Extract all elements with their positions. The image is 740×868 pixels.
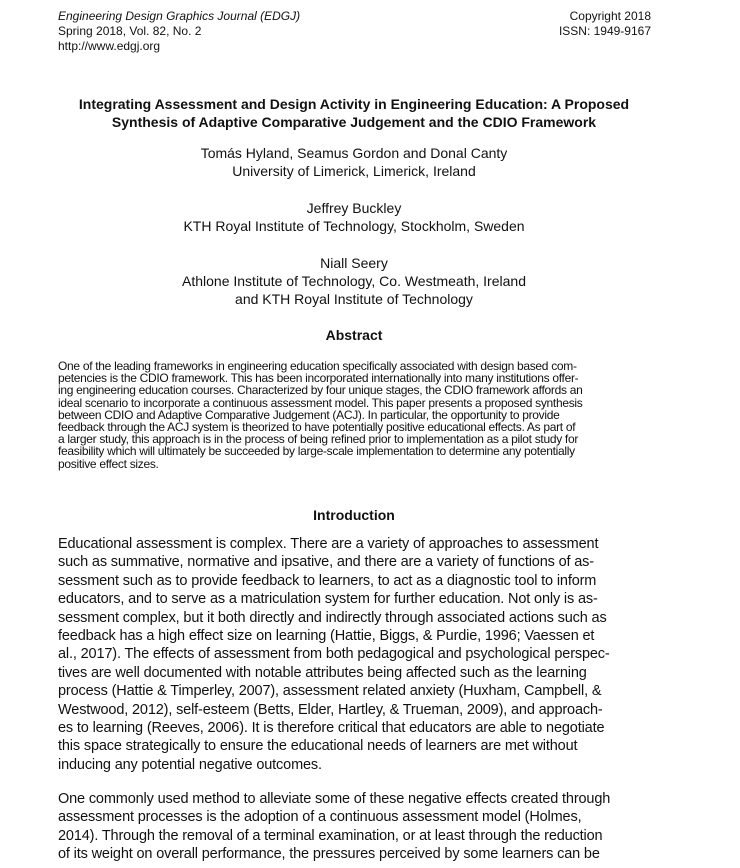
journal-url[interactable]: http://www.edgj.org	[58, 39, 161, 53]
body-line: Westwood, 2012), self-esteem (Betts, Elder, Hartley, & Trueman, 2009), and approach-	[58, 701, 603, 718]
body-line: sessment complex, but it both directly and indirectly through associated actions such as	[58, 609, 607, 626]
abstract-line: between CDIO and Adaptive Comparative Judgement (ACJ). In particular, the opportunity to provide	[58, 407, 560, 422]
author-names: Tomás Hyland, Seamus Gordon and Donal Canty	[200, 145, 508, 161]
journal-header	[58, 9, 300, 54]
author-affiliation: and KTH Royal Institute of Technology	[235, 291, 473, 307]
paper-title	[40, 95, 668, 131]
body-line: tives are well documented with notable attributes being affected such as the learning	[58, 664, 587, 681]
journal-name: Engineering Design Graphics Journal (EDGJ)	[58, 9, 301, 23]
abstract-line: positive effect sizes.	[58, 456, 159, 471]
body-line: process (Hattie & Timperley, 2007), assessment related anxiety (Huxham, Campbell, &	[58, 683, 602, 700]
author-names: Jeffrey Buckley	[306, 200, 402, 216]
introduction-paragraph-1	[58, 535, 664, 774]
body-line: inducing any potential negative outcomes.	[58, 756, 322, 773]
body-line: 2014). Through the removal of a terminal examination, or at least through the reduction	[58, 827, 603, 844]
abstract-text	[58, 360, 658, 470]
copyright-line: Copyright 2018	[569, 9, 651, 23]
abstract-heading: Abstract	[325, 327, 383, 343]
abstract-line: feedback through the ACJ system is theorized to have potentially positive educational effects. As part of	[58, 420, 576, 435]
title-line: Synthesis of Adaptive Comparative Judgement and the CDIO Framework	[111, 114, 597, 130]
body-line: One commonly used method to alleviate some of these negative effects created through	[58, 791, 611, 807]
author-affiliation: KTH Royal Institute of Technology, Stockholm, Sweden	[183, 218, 525, 234]
body-line: al., 2017). The effects of assessment from both pedagogical and psychological perspec-	[58, 646, 610, 663]
author-affiliation: Athlone Institute of Technology, Co. Westmeath, Ireland	[182, 273, 526, 289]
author-affiliation: University of Limerick, Limerick, Ireland	[232, 163, 476, 179]
body-line: feedback has a high effect size on learning (Hattie, Biggs, & Purdie, 1996; Vaessen et	[58, 628, 595, 645]
abstract-line: petencies is the CDIO framework. This has been incorporated internationally into many institutions offer-	[58, 371, 579, 386]
introduction-paragraph-2	[58, 790, 664, 864]
body-line: es to learning (Reeves, 2006). It is therefore critical that educators are able to negotiate	[58, 720, 605, 737]
copyright-header	[559, 9, 651, 39]
body-line: of its weight on overall performance, the pressures perceived by some learners can be	[58, 846, 600, 863]
body-line: such as summative, normative and ipsative, and there are a variety of functions of as-	[58, 554, 594, 571]
abstract-line: a larger study, this approach is in the process of being refined prior to implementation as a pilot study for	[58, 432, 579, 447]
abstract-line: ing engineering education courses. Characterized by four unique stages, the CDIO framework affords an	[58, 383, 583, 398]
author-block-2	[40, 199, 668, 235]
title-line: Integrating Assessment and Design Activity in Engineering Education: A Proposed	[78, 96, 630, 112]
body-line: assessment processes is the adoption of a continuous assessment model (Holmes,	[58, 809, 582, 826]
body-line: Educational assessment is complex. There are a variety of approaches to assessment	[58, 536, 599, 552]
introduction-heading: Introduction	[313, 507, 395, 523]
body-line: sessment such as to provide feedback to learners, to act as a diagnostic tool to inform	[58, 572, 597, 589]
issn-line: ISSN: 1949-9167	[558, 24, 651, 38]
abstract-line: ideal scenario to incorporate a continuous assessment model. This paper presents a proposed synthesis	[58, 395, 583, 410]
body-line: this space strategically to ensure the educational needs of learners are met without	[58, 738, 578, 755]
abstract-line: One of the leading frameworks in engineering education specifically associated with design based com-	[58, 359, 577, 373]
abstract-line: feasibility which will ultimately be succeeded by large-scale implementation to determine any potentially	[58, 444, 575, 459]
body-line: educators, and to serve as a matriculation system for further education. Not only is as-	[58, 591, 598, 608]
author-block-3	[40, 254, 668, 308]
author-names: Niall Seery	[320, 255, 388, 271]
author-block-1	[40, 144, 668, 180]
journal-issue: Spring 2018, Vol. 82, No. 2	[58, 24, 202, 38]
